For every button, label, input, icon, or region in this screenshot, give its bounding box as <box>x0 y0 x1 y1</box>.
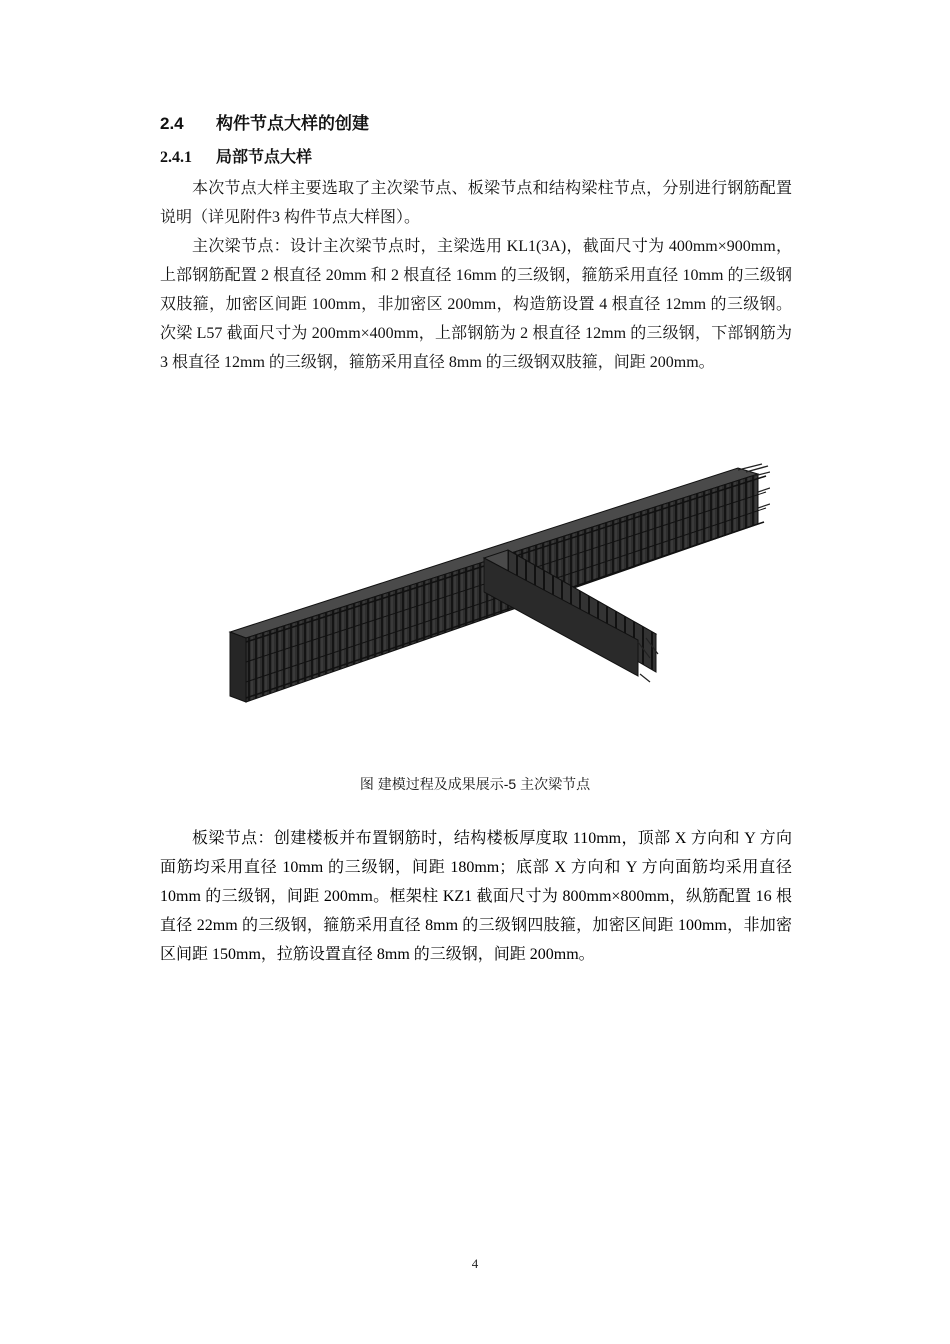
text-block-top <box>160 112 792 377</box>
end-bar-4 <box>758 488 770 492</box>
subsection-heading <box>160 146 792 170</box>
main-beam-end-face <box>230 632 246 702</box>
rebar-beam-joint-figure <box>226 462 770 707</box>
end-bar-5 <box>758 504 770 508</box>
figure-caption: 图 建模过程及成果展示-5 主次梁节点 <box>359 776 591 792</box>
page-number: 4 <box>471 1256 479 1271</box>
section-heading <box>160 112 792 136</box>
section-title: 构件节点大样的创建 <box>216 114 369 133</box>
paragraph-slab-column: 板梁节点：创建楼板并布置钢筋时，结构楼板厚度取 110mm，顶部 X 方向和 Y 方向面筋均采用直径 10mm 的三级钢，间距 180mm；底部 X 方向和 Y 方向面筋均采用直径 10mm 的三级钢，间距 200mm。框架柱 KZ1 截面尺寸为 800mm×800mm，纵筋配置 16 根直径 22mm 的三级钢，箍筋采用直径 8mm 的三级钢四肢箍，加密区间距 100mm，非加密区间距 150mm，拉筋设置直径 8mm 的三级钢，间距 200mm。 <box>160 830 792 963</box>
sec-end-bar-3 <box>640 674 650 682</box>
subsection-title: 局部节点大样 <box>216 149 313 166</box>
section-number: 2.4 <box>160 114 184 133</box>
text-block-lower <box>160 824 792 969</box>
paragraph-intro: 本次节点大样主要选取了主次梁节点、板梁节点和结构梁柱节点，分别进行钢筋配置说明（详见附件3 构件节点大样图）。 <box>160 180 792 226</box>
paragraph-beam-joint: 主次梁节点：设计主次梁节点时，主梁选用 KL1(3A)，截面尺寸为 400mm×900mm，上部钢筋配置 2 根直径 20mm 和 2 根直径 16mm 的三级钢，箍筋采用直径 10mm 的三级钢双肢箍，加密区间距 100mm，非加密区 200mm，构造筋设置 4 根直径 12mm 的三级钢。次梁 L57 截面尺寸为 200mm×400mm，上部钢筋为 2 根直径 12mm 的三级钢，下部钢筋为 3 根直径 12mm 的三级钢，箍筋采用直径 8mm 的三级钢双肢箍，间距 200mm。 <box>160 238 792 371</box>
subsection-number: 2.4.1 <box>160 149 192 166</box>
